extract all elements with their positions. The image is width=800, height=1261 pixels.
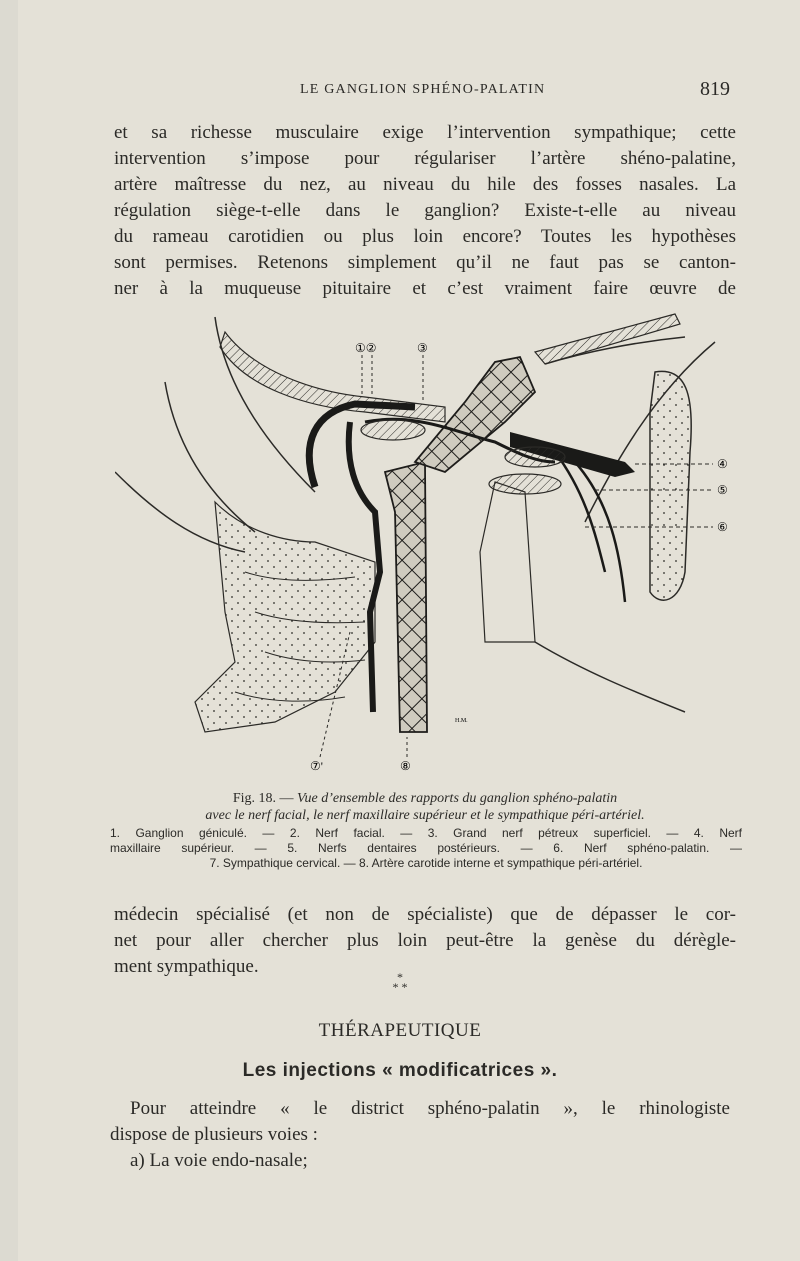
illustrator-signature: H.M.: [455, 718, 468, 724]
figure-caption: [110, 790, 740, 824]
paragraph-line: médecin spécialisé (et non de spécialiste) que de dépasser le cor-: [114, 904, 736, 925]
running-title: LE GANGLION SPHÉNO-PALATIN: [300, 82, 546, 97]
section-title: THÉRAPEUTIQUE: [318, 1020, 482, 1041]
paragraph-line: ner à la muqueuse pituitaire et c’est vraiment faire œuvre de: [114, 278, 736, 299]
callout-label: ⑧: [400, 759, 411, 773]
figure-legend: [110, 826, 742, 871]
figure-illustration: [115, 312, 745, 782]
paragraph-line: intervention s’impose pour régulariser l’artère shéno-palatine,: [114, 148, 736, 169]
asterism: [0, 972, 800, 992]
asterism-top: *: [397, 970, 403, 984]
paragraph-line: régulation siège-t-elle dans le ganglion? Existe-t-elle au niveau: [114, 200, 736, 221]
list-item: a) La voie endo-nasale;: [130, 1150, 308, 1171]
paragraph-line: dispose de plusieurs voies :: [110, 1124, 318, 1145]
caption-title-line: Vue d’ensemble des rapports du ganglion sphéno-palatin: [297, 791, 618, 806]
paragraph-line: artère maîtresse du nez, au niveau du hile des fosses nasales. La: [114, 174, 736, 195]
paragraph-line: sont permises. Retenons simplement qu’il ne faut pas se canton-: [114, 252, 736, 273]
callout-label: ⑦': [310, 759, 323, 773]
caption-label: Fig. 18. —: [232, 791, 294, 806]
paragraph-line: du rameau carotidien ou plus loin encore? Toutes les hypothèses: [114, 226, 736, 247]
paragraph-1: [114, 120, 736, 302]
paragraph-line: ment sympathique.: [114, 956, 259, 977]
paragraph-line: et sa richesse musculaire exige l’intervention sympathique; cette: [114, 122, 736, 143]
callout-label: ⑥: [717, 520, 728, 534]
callout-label: ④: [717, 457, 728, 471]
callout-label: ⑤: [717, 483, 728, 497]
caption-title-line: avec le nerf facial, le nerf maxillaire supérieur et le sympathique péri-artériel.: [205, 808, 645, 823]
callout-label: ①②: [355, 341, 377, 355]
paragraph-3: [110, 1096, 730, 1174]
asterism-bottom: * *: [392, 980, 408, 994]
paragraph-2: [114, 902, 736, 980]
page-number: 819: [700, 78, 730, 100]
paragraph-line: net pour aller chercher plus loin peut-être la genèse du dérègle-: [114, 930, 736, 951]
anatomical-figure: [115, 312, 745, 782]
paragraph-line: Pour atteindre « le district sphéno-palatin », le rhinologiste: [130, 1098, 730, 1119]
callout-label: ③: [417, 341, 428, 355]
subsection-title: Les injections « modificatrices ».: [242, 1060, 558, 1081]
legend-line: 1. Ganglion géniculé. — 2. Nerf facial. — 3. Grand nerf pétreux superficiel. — 4. Nerf: [110, 826, 742, 840]
page-header: [0, 80, 800, 104]
legend-line: 7. Sympathique cervical. — 8. Artère carotide interne et sympathique péri-artériel.: [209, 856, 643, 870]
legend-line: maxillaire supérieur. — 5. Nerfs dentaires postérieurs. — 6. Nerf sphéno-palatin. —: [110, 841, 742, 855]
